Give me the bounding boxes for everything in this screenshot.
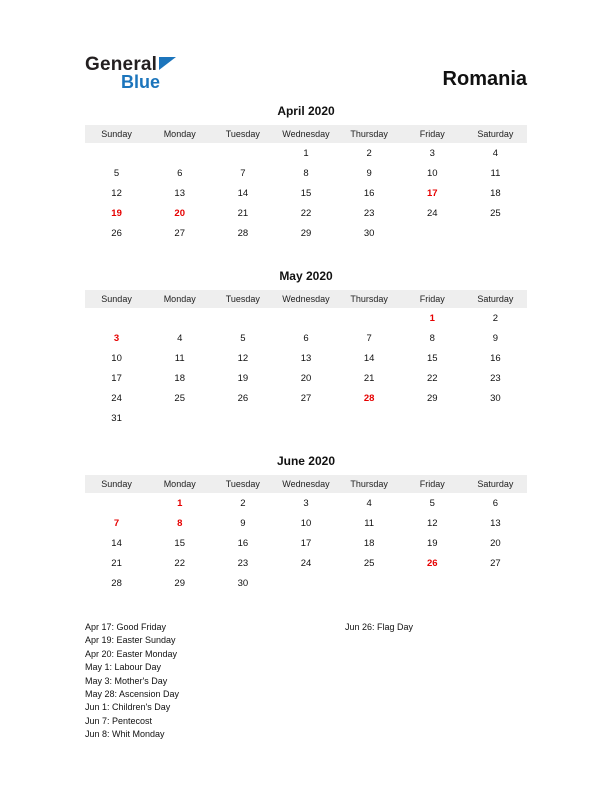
day-cell: 6 xyxy=(492,497,499,509)
empty-day-cell xyxy=(148,408,211,428)
day-cell: 4 xyxy=(492,147,499,159)
day-cell: 16 xyxy=(363,187,375,199)
holiday-note: Jun 26: Flag Day xyxy=(345,622,414,632)
weekday-header: Friday xyxy=(401,125,464,143)
holiday-day-cell: 8 xyxy=(177,517,183,529)
holiday-note: May 28: Ascension Day xyxy=(85,689,180,700)
holiday-day-cell: 19 xyxy=(111,207,122,219)
week-row xyxy=(85,388,527,408)
day-cell: 1 xyxy=(303,147,309,159)
weekday-header: Thursday xyxy=(338,475,401,493)
day-cell: 17 xyxy=(300,537,312,549)
day-cell: 26 xyxy=(237,392,249,404)
holiday-day-cell: 3 xyxy=(113,332,120,344)
holiday-day-cell: 1 xyxy=(429,312,435,324)
day-cell: 31 xyxy=(111,412,122,424)
empty-day-cell xyxy=(338,308,401,328)
month-title: June 2020 xyxy=(276,454,336,468)
day-cell: 18 xyxy=(363,537,375,549)
month-grid xyxy=(85,290,527,428)
empty-day-cell xyxy=(464,223,527,243)
holiday-note: Apr 19: Easter Sunday xyxy=(85,635,176,646)
day-cell: 20 xyxy=(490,537,501,549)
week-row xyxy=(85,163,527,183)
day-cell: 6 xyxy=(303,332,309,344)
day-cell: 11 xyxy=(490,167,501,179)
day-cell: 19 xyxy=(237,372,249,384)
day-cell: 21 xyxy=(363,372,375,384)
day-cell: 9 xyxy=(240,517,246,529)
day-cell: 2 xyxy=(366,147,372,159)
holiday-notes xyxy=(85,621,527,742)
day-cell: 15 xyxy=(174,537,185,549)
day-cell: 4 xyxy=(177,332,183,344)
empty-day-cell xyxy=(85,143,148,163)
day-cell: 24 xyxy=(111,392,122,404)
holiday-day-cell: 20 xyxy=(174,207,185,219)
day-cell: 28 xyxy=(237,227,249,239)
day-cell: 5 xyxy=(429,497,435,509)
day-cell: 30 xyxy=(237,577,249,589)
empty-day-cell xyxy=(211,308,274,328)
week-row xyxy=(85,328,527,348)
weekday-header: Friday xyxy=(401,475,464,493)
day-cell: 13 xyxy=(490,517,501,529)
day-cell: 25 xyxy=(490,207,501,219)
weekday-header: Friday xyxy=(401,290,464,308)
day-cell: 13 xyxy=(300,352,312,364)
day-cell: 9 xyxy=(366,167,372,179)
weekday-header: Tuesday xyxy=(211,125,274,143)
day-cell: 15 xyxy=(426,352,438,364)
empty-day-cell xyxy=(148,143,211,163)
day-cell: 12 xyxy=(237,352,249,364)
logo-text-blue: Blue xyxy=(121,72,161,92)
day-cell: 25 xyxy=(174,392,185,404)
weekday-header: Thursday xyxy=(338,290,401,308)
day-cell: 30 xyxy=(363,227,375,239)
holiday-day-cell: 26 xyxy=(426,557,438,569)
day-cell: 11 xyxy=(364,517,375,529)
empty-day-cell xyxy=(338,573,401,593)
weekday-header-row xyxy=(85,125,527,143)
logo-text-general: General xyxy=(85,54,158,75)
month-title: April 2020 xyxy=(277,104,335,118)
day-cell: 16 xyxy=(237,537,249,549)
day-cell: 22 xyxy=(426,372,438,384)
weekday-header: Sunday xyxy=(85,475,148,493)
general-blue-logo xyxy=(85,55,176,91)
empty-day-cell xyxy=(211,408,274,428)
weekday-header: Monday xyxy=(148,290,211,308)
week-row xyxy=(85,533,527,553)
week-row xyxy=(85,143,527,163)
calendars-container xyxy=(85,104,527,593)
month-grid xyxy=(85,475,527,593)
empty-day-cell xyxy=(274,573,337,593)
empty-day-cell xyxy=(401,408,464,428)
day-cell: 27 xyxy=(300,392,312,404)
day-cell: 8 xyxy=(303,167,309,179)
day-cell: 19 xyxy=(426,537,438,549)
holiday-list-left xyxy=(85,621,345,742)
day-cell: 10 xyxy=(111,352,122,364)
day-cell: 14 xyxy=(363,352,375,364)
day-cell: 3 xyxy=(303,497,309,509)
day-cell: 18 xyxy=(490,187,501,199)
day-cell: 17 xyxy=(111,372,122,384)
day-cell: 24 xyxy=(426,207,438,219)
holiday-note: Apr 17: Good Friday xyxy=(85,622,167,632)
holiday-note: Jun 7: Pentecost xyxy=(85,715,153,726)
day-cell: 16 xyxy=(490,352,501,364)
empty-day-cell xyxy=(274,408,337,428)
day-cell: 29 xyxy=(426,392,438,404)
day-cell: 29 xyxy=(174,577,185,589)
holiday-note: May 1: Labour Day xyxy=(85,662,162,673)
day-cell: 5 xyxy=(240,332,246,344)
holiday-day-cell: 17 xyxy=(426,187,438,199)
empty-day-cell xyxy=(401,223,464,243)
weekday-header: Saturday xyxy=(464,290,527,308)
month-grid xyxy=(85,125,527,243)
day-cell: 2 xyxy=(240,497,246,509)
week-row xyxy=(85,368,527,388)
empty-day-cell xyxy=(338,408,401,428)
day-cell: 20 xyxy=(300,372,312,384)
empty-day-cell xyxy=(464,408,527,428)
weekday-header: Monday xyxy=(148,125,211,143)
holiday-day-cell: 1 xyxy=(177,497,183,509)
holiday-day-cell: 7 xyxy=(113,517,120,529)
empty-day-cell xyxy=(274,308,337,328)
empty-day-cell xyxy=(401,573,464,593)
weekday-header: Sunday xyxy=(85,125,148,143)
day-cell: 12 xyxy=(111,187,122,199)
day-cell: 24 xyxy=(300,557,312,569)
month-calendar xyxy=(85,104,527,243)
weekday-header: Wednesday xyxy=(274,290,337,308)
day-cell: 10 xyxy=(300,517,312,529)
empty-day-cell xyxy=(85,308,148,328)
weekday-header: Tuesday xyxy=(211,475,274,493)
day-cell: 15 xyxy=(300,187,312,199)
page-title: Romania xyxy=(442,68,527,90)
weekday-header: Saturday xyxy=(464,475,527,493)
day-cell: 7 xyxy=(366,332,372,344)
week-row xyxy=(85,183,527,203)
weekday-header-row xyxy=(85,290,527,308)
day-cell: 18 xyxy=(174,372,185,384)
day-cell: 10 xyxy=(426,167,438,179)
day-cell: 14 xyxy=(111,537,122,549)
page-header xyxy=(85,55,527,91)
day-cell: 26 xyxy=(111,227,122,239)
month-calendar xyxy=(85,454,527,593)
day-cell: 2 xyxy=(492,312,499,324)
empty-day-cell xyxy=(85,493,148,513)
day-cell: 30 xyxy=(490,392,501,404)
day-cell: 21 xyxy=(111,557,122,569)
week-row xyxy=(85,348,527,368)
weekday-header: Monday xyxy=(148,475,211,493)
day-cell: 23 xyxy=(363,207,375,219)
holiday-day-cell: 28 xyxy=(363,392,375,404)
week-row xyxy=(85,573,527,593)
empty-day-cell xyxy=(211,143,274,163)
holiday-note: Jun 1: Children's Day xyxy=(85,702,171,713)
week-row xyxy=(85,223,527,243)
empty-day-cell xyxy=(148,308,211,328)
day-cell: 9 xyxy=(492,332,499,344)
day-cell: 8 xyxy=(429,332,435,344)
week-row xyxy=(85,513,527,533)
weekday-header: Sunday xyxy=(85,290,148,308)
day-cell: 12 xyxy=(426,517,438,529)
day-cell: 22 xyxy=(300,207,312,219)
logo-flag-icon xyxy=(159,57,176,70)
holiday-note: May 3: Mother's Day xyxy=(85,675,168,686)
day-cell: 21 xyxy=(237,207,249,219)
weekday-header: Wednesday xyxy=(274,475,337,493)
day-cell: 14 xyxy=(237,187,249,199)
day-cell: 29 xyxy=(300,227,312,239)
week-row xyxy=(85,553,527,573)
day-cell: 22 xyxy=(174,557,185,569)
weekday-header: Thursday xyxy=(338,125,401,143)
holiday-list-right xyxy=(345,621,527,742)
day-cell: 3 xyxy=(429,147,435,159)
day-cell: 7 xyxy=(240,167,246,179)
day-cell: 27 xyxy=(174,227,185,239)
month-calendar xyxy=(85,269,527,428)
weekday-header-row xyxy=(85,475,527,493)
day-cell: 28 xyxy=(111,577,122,589)
empty-day-cell xyxy=(464,573,527,593)
day-cell: 25 xyxy=(363,557,375,569)
holiday-note: Jun 8: Whit Monday xyxy=(85,729,165,740)
day-cell: 11 xyxy=(174,352,185,364)
week-row xyxy=(85,308,527,328)
day-cell: 5 xyxy=(113,167,120,179)
week-row xyxy=(85,493,527,513)
day-cell: 23 xyxy=(490,372,501,384)
week-row xyxy=(85,203,527,223)
day-cell: 27 xyxy=(490,557,501,569)
day-cell: 4 xyxy=(366,497,372,509)
holiday-note: Apr 20: Easter Monday xyxy=(85,648,178,659)
weekday-header: Tuesday xyxy=(211,290,274,308)
weekday-header: Saturday xyxy=(464,125,527,143)
day-cell: 6 xyxy=(177,167,183,179)
week-row xyxy=(85,408,527,428)
weekday-header: Wednesday xyxy=(274,125,337,143)
day-cell: 23 xyxy=(237,557,249,569)
day-cell: 13 xyxy=(174,187,185,199)
month-title: May 2020 xyxy=(279,269,333,283)
